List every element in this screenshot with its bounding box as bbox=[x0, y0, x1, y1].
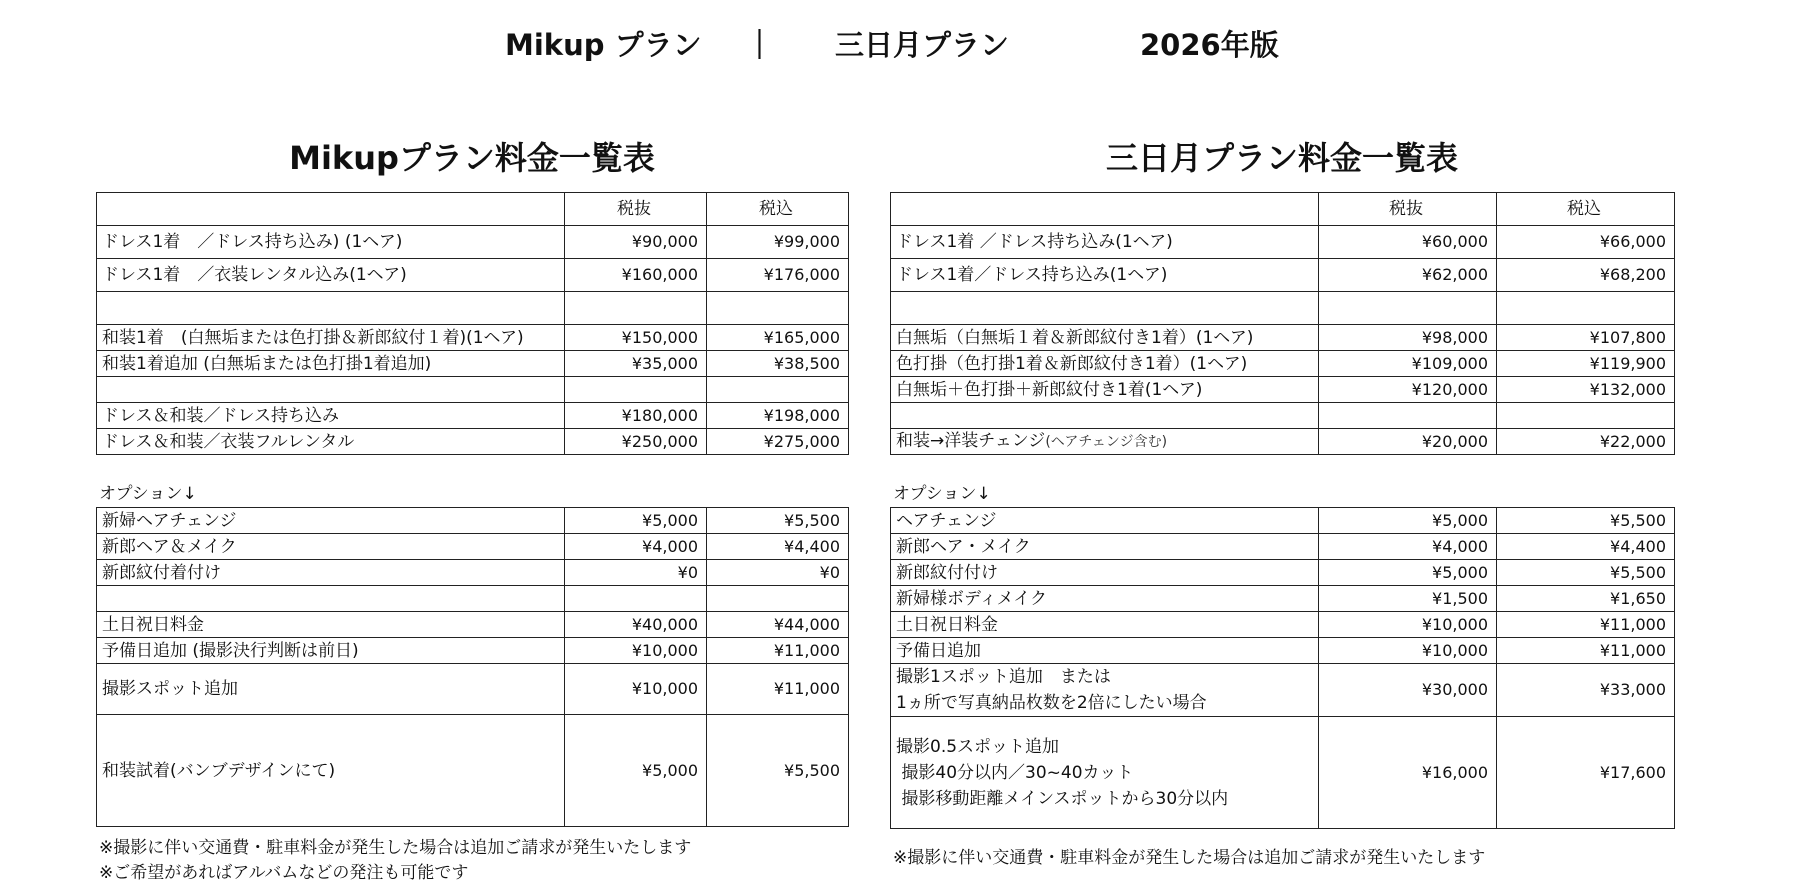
price-incl-tax bbox=[707, 586, 849, 612]
price-excl-tax bbox=[1319, 292, 1497, 325]
price-incl-tax: ¥33,000 bbox=[1497, 664, 1675, 717]
table-row bbox=[891, 226, 1675, 259]
mikazuki-options-table bbox=[890, 507, 1675, 829]
table-row bbox=[97, 351, 849, 377]
price-excl-tax: ¥5,000 bbox=[565, 715, 707, 827]
table-row bbox=[97, 226, 849, 259]
title-mikup-plan: Mikup プラン bbox=[505, 28, 702, 62]
price-incl-tax: ¥5,500 bbox=[1497, 508, 1675, 534]
price-excl-tax: ¥10,000 bbox=[1319, 612, 1497, 638]
mikup-note: ※撮影に伴い交通費・駐車料金が発生した場合は追加ご請求が発生いたします bbox=[99, 838, 692, 858]
price-incl-tax: ¥0 bbox=[707, 560, 849, 586]
price-incl-tax: ¥107,800 bbox=[1497, 325, 1675, 351]
price-incl-tax: ¥44,000 bbox=[707, 612, 849, 638]
title-year: 2026年版 bbox=[1140, 28, 1279, 62]
price-excl-tax: ¥16,000 bbox=[1319, 717, 1497, 829]
price-excl-tax: ¥5,000 bbox=[1319, 560, 1497, 586]
plan-name: ドレス1着／ドレス持ち込み(1ヘア) bbox=[891, 259, 1319, 292]
table-row bbox=[891, 377, 1675, 403]
price-excl-tax: ¥250,000 bbox=[565, 429, 707, 455]
header-cell: 税抜 bbox=[1319, 193, 1497, 226]
price-incl-tax: ¥275,000 bbox=[707, 429, 849, 455]
mikup-plan-table bbox=[96, 192, 849, 455]
table-row bbox=[97, 292, 849, 325]
price-excl-tax: ¥62,000 bbox=[1319, 259, 1497, 292]
plan-name: ドレス1着 ／衣装レンタル込み(1ヘア) bbox=[97, 259, 565, 292]
price-excl-tax: ¥60,000 bbox=[1319, 226, 1497, 259]
price-incl-tax: ¥198,000 bbox=[707, 403, 849, 429]
mikazuki-note: ※撮影に伴い交通費・駐車料金が発生した場合は追加ご請求が発生いたします bbox=[893, 848, 1486, 868]
table-row bbox=[891, 508, 1675, 534]
mikup-note: ※ご希望があればアルバムなどの発注も可能です bbox=[99, 863, 469, 883]
option-name: 新郎ヘア＆メイク bbox=[97, 534, 565, 560]
table-row bbox=[97, 664, 849, 715]
option-name: 予備日追加 bbox=[891, 638, 1319, 664]
table-row bbox=[891, 429, 1675, 455]
table-row bbox=[97, 508, 849, 534]
plan-name: 和装1着追加 (白無垢または色打掛1着追加) bbox=[97, 351, 565, 377]
title-mikazuki-plan: 三日月プラン bbox=[835, 28, 1010, 62]
table-row bbox=[97, 612, 849, 638]
table-row bbox=[891, 586, 1675, 612]
plan-name: 色打掛（色打掛1着＆新郎紋付き1着）(1ヘア) bbox=[891, 351, 1319, 377]
price-excl-tax bbox=[1319, 403, 1497, 429]
header-cell bbox=[97, 193, 565, 226]
table-row bbox=[891, 664, 1675, 717]
option-name: 撮影1スポット追加 または 1ヵ所で写真納品枚数を2倍にしたい場合 bbox=[891, 664, 1319, 717]
header-cell: 税込 bbox=[707, 193, 849, 226]
header-cell: 税抜 bbox=[565, 193, 707, 226]
price-incl-tax: ¥5,500 bbox=[707, 715, 849, 827]
price-excl-tax: ¥98,000 bbox=[1319, 325, 1497, 351]
mikup-options-label: オプション↓ bbox=[99, 484, 197, 504]
price-excl-tax: ¥5,000 bbox=[565, 508, 707, 534]
table-row bbox=[891, 292, 1675, 325]
table-row bbox=[97, 715, 849, 827]
price-excl-tax: ¥109,000 bbox=[1319, 351, 1497, 377]
option-name bbox=[97, 586, 565, 612]
price-incl-tax: ¥4,400 bbox=[1497, 534, 1675, 560]
table-row bbox=[97, 560, 849, 586]
price-incl-tax: ¥165,000 bbox=[707, 325, 849, 351]
option-name: 土日祝日料金 bbox=[97, 612, 565, 638]
price-excl-tax: ¥90,000 bbox=[565, 226, 707, 259]
price-excl-tax bbox=[565, 377, 707, 403]
table-row bbox=[891, 560, 1675, 586]
price-excl-tax: ¥160,000 bbox=[565, 259, 707, 292]
table-row bbox=[891, 403, 1675, 429]
price-excl-tax bbox=[565, 586, 707, 612]
price-excl-tax: ¥1,500 bbox=[1319, 586, 1497, 612]
table-header-row bbox=[97, 193, 849, 226]
price-excl-tax bbox=[565, 292, 707, 325]
price-incl-tax: ¥5,500 bbox=[1497, 560, 1675, 586]
plan-name: ドレス1着 ／ドレス持ち込み(1ヘア) bbox=[891, 226, 1319, 259]
plan-name bbox=[97, 377, 565, 403]
mikup-section-title: Mikupプラン料金一覧表 bbox=[289, 139, 655, 177]
plan-name bbox=[891, 292, 1319, 325]
option-name: 予備日追加 (撮影決行判断は前日) bbox=[97, 638, 565, 664]
option-name: 新婦様ボディメイク bbox=[891, 586, 1319, 612]
price-incl-tax bbox=[1497, 403, 1675, 429]
table-row bbox=[891, 534, 1675, 560]
table-row bbox=[891, 612, 1675, 638]
price-incl-tax: ¥11,000 bbox=[1497, 638, 1675, 664]
price-excl-tax: ¥4,000 bbox=[1319, 534, 1497, 560]
plan-name: 白無垢（白無垢１着＆新郎紋付き1着）(1ヘア) bbox=[891, 325, 1319, 351]
option-name: 和装試着(バンブデザインにて) bbox=[97, 715, 565, 827]
table-row bbox=[891, 259, 1675, 292]
table-row bbox=[97, 534, 849, 560]
plan-name-note: (ヘアチェンジ含む) bbox=[1045, 434, 1168, 450]
price-excl-tax: ¥150,000 bbox=[565, 325, 707, 351]
option-name: 撮影0.5スポット追加 撮影40分以内／30~40カット 撮影移動距離メインスポットから30分以内 bbox=[891, 717, 1319, 829]
price-excl-tax: ¥10,000 bbox=[565, 638, 707, 664]
price-incl-tax: ¥119,900 bbox=[1497, 351, 1675, 377]
table-row bbox=[891, 325, 1675, 351]
price-incl-tax bbox=[707, 377, 849, 403]
price-excl-tax: ¥20,000 bbox=[1319, 429, 1497, 455]
plan-name-main: 和装→洋装チェンジ bbox=[896, 431, 1046, 451]
option-name: 撮影スポット追加 bbox=[97, 664, 565, 715]
option-name: ヘアチェンジ bbox=[891, 508, 1319, 534]
price-incl-tax: ¥11,000 bbox=[707, 638, 849, 664]
price-incl-tax: ¥66,000 bbox=[1497, 226, 1675, 259]
table-row bbox=[97, 403, 849, 429]
table-row bbox=[891, 351, 1675, 377]
price-incl-tax: ¥11,000 bbox=[1497, 612, 1675, 638]
plan-name bbox=[97, 292, 565, 325]
option-name: 土日祝日料金 bbox=[891, 612, 1319, 638]
price-excl-tax: ¥40,000 bbox=[565, 612, 707, 638]
price-incl-tax bbox=[1497, 292, 1675, 325]
title-separator: ｜ bbox=[745, 28, 775, 62]
option-name: 新婦ヘアチェンジ bbox=[97, 508, 565, 534]
plan-name: ドレス1着 ／ドレス持ち込み) (1ヘア) bbox=[97, 226, 565, 259]
option-name: 新郎紋付着付け bbox=[97, 560, 565, 586]
header-cell: 税込 bbox=[1497, 193, 1675, 226]
table-row bbox=[97, 377, 849, 403]
mikazuki-plan-table bbox=[890, 192, 1675, 455]
price-excl-tax: ¥10,000 bbox=[1319, 638, 1497, 664]
price-excl-tax: ¥5,000 bbox=[1319, 508, 1497, 534]
plan-name: ドレス＆和装／ドレス持ち込み bbox=[97, 403, 565, 429]
price-incl-tax: ¥17,600 bbox=[1497, 717, 1675, 829]
table-row bbox=[97, 429, 849, 455]
mikazuki-options-label: オプション↓ bbox=[893, 484, 991, 504]
plan-name bbox=[891, 429, 1319, 455]
plan-name: 和装1着 (白無垢または色打掛＆新郎紋付１着)(1ヘア) bbox=[97, 325, 565, 351]
table-row bbox=[97, 638, 849, 664]
price-incl-tax: ¥176,000 bbox=[707, 259, 849, 292]
table-row bbox=[97, 259, 849, 292]
price-excl-tax: ¥10,000 bbox=[565, 664, 707, 715]
price-excl-tax: ¥4,000 bbox=[565, 534, 707, 560]
price-incl-tax: ¥38,500 bbox=[707, 351, 849, 377]
price-excl-tax: ¥30,000 bbox=[1319, 664, 1497, 717]
price-excl-tax: ¥180,000 bbox=[565, 403, 707, 429]
price-incl-tax: ¥4,400 bbox=[707, 534, 849, 560]
price-incl-tax: ¥5,500 bbox=[707, 508, 849, 534]
table-header-row bbox=[891, 193, 1675, 226]
price-excl-tax: ¥35,000 bbox=[565, 351, 707, 377]
table-row bbox=[97, 586, 849, 612]
price-excl-tax: ¥0 bbox=[565, 560, 707, 586]
price-incl-tax: ¥1,650 bbox=[1497, 586, 1675, 612]
table-row bbox=[891, 638, 1675, 664]
mikup-options-table bbox=[96, 507, 849, 827]
header-cell bbox=[891, 193, 1319, 226]
plan-name bbox=[891, 403, 1319, 429]
price-incl-tax: ¥132,000 bbox=[1497, 377, 1675, 403]
table-row bbox=[891, 717, 1675, 829]
page-title bbox=[505, 22, 1305, 68]
price-incl-tax bbox=[707, 292, 849, 325]
option-name: 新郎ヘア・メイク bbox=[891, 534, 1319, 560]
option-name: 新郎紋付付け bbox=[891, 560, 1319, 586]
price-incl-tax: ¥68,200 bbox=[1497, 259, 1675, 292]
price-incl-tax: ¥22,000 bbox=[1497, 429, 1675, 455]
price-incl-tax: ¥99,000 bbox=[707, 226, 849, 259]
table-row bbox=[97, 325, 849, 351]
plan-name: 白無垢＋色打掛＋新郎紋付き1着(1ヘア) bbox=[891, 377, 1319, 403]
mikazuki-section-title: 三日月プラン料金一覧表 bbox=[1105, 139, 1458, 177]
price-excl-tax: ¥120,000 bbox=[1319, 377, 1497, 403]
plan-name: ドレス＆和装／衣装フルレンタル bbox=[97, 429, 565, 455]
price-incl-tax: ¥11,000 bbox=[707, 664, 849, 715]
